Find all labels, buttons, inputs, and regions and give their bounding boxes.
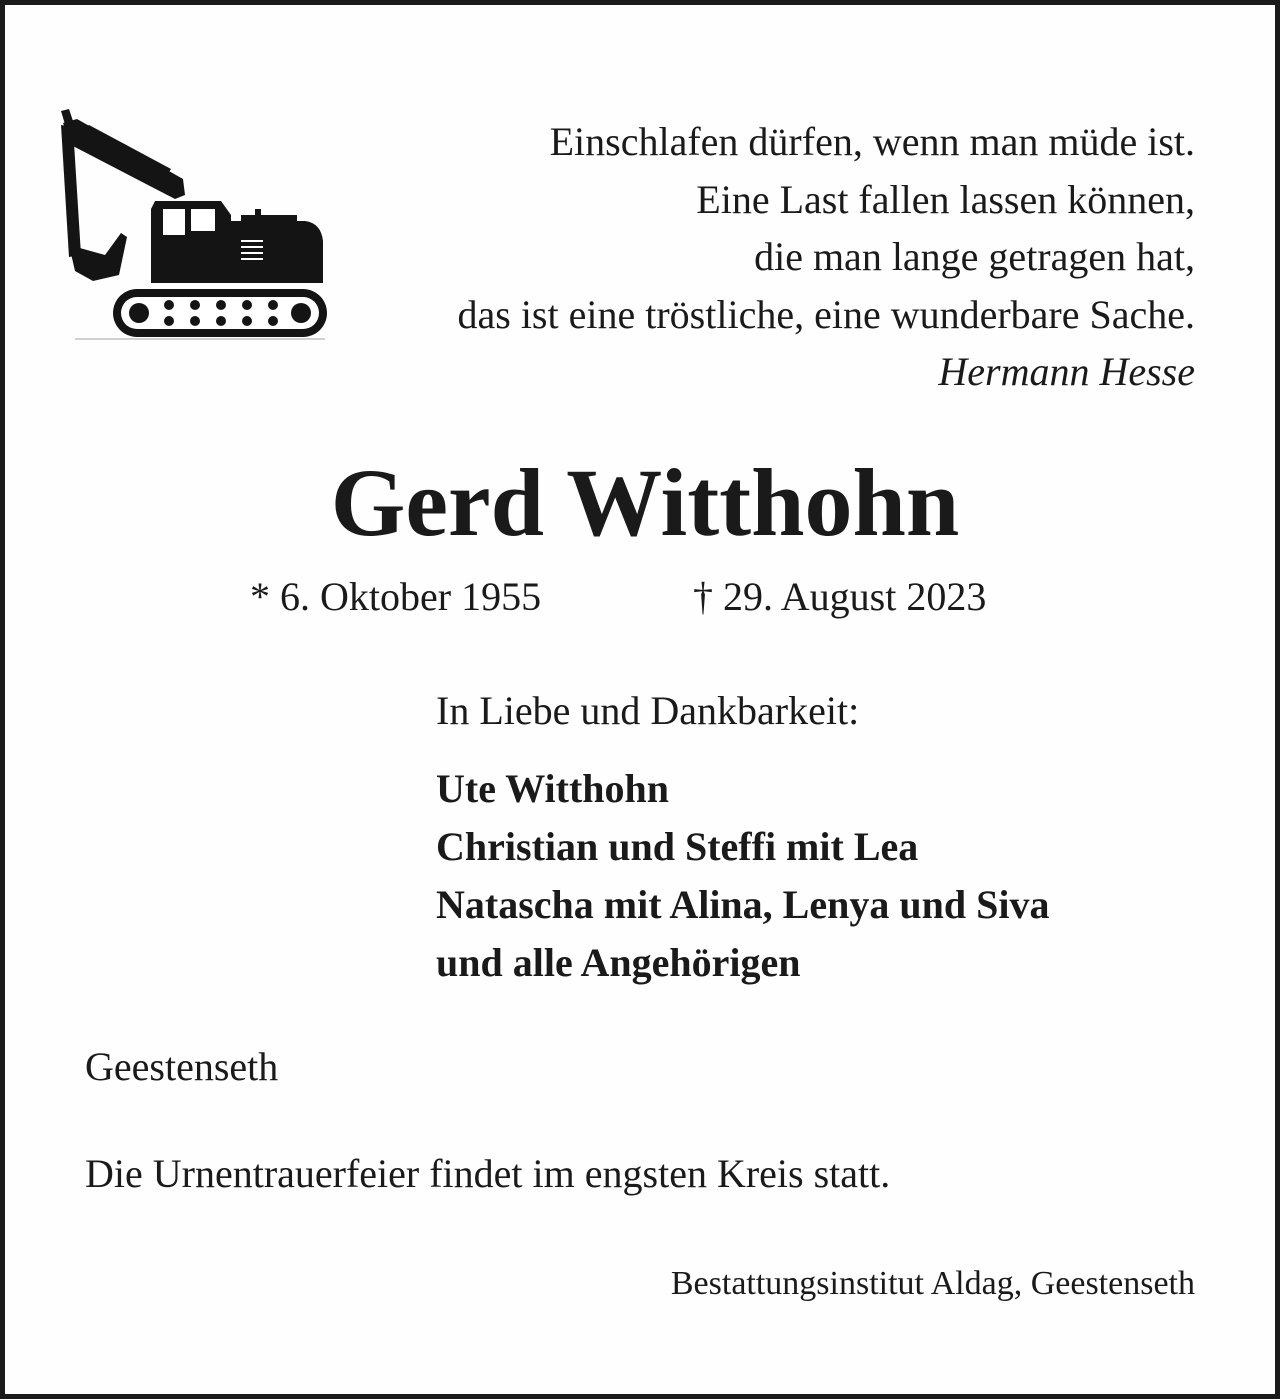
ceremony-note: Die Urnentrauerfeier findet im engsten Kreis statt.	[85, 1151, 891, 1196]
poem-line: Eine Last fallen lassen können,	[696, 176, 1195, 222]
deceased-name: Gerd Witthohn	[330, 449, 960, 556]
funeral-home: Bestattungsinstitut Aldag, Geestenseth	[670, 1265, 1195, 1302]
poem-author: Hermann Hesse	[938, 349, 1195, 394]
poem	[295, 113, 1195, 401]
excavator-icon	[55, 105, 333, 343]
mourner-name: Ute Witthohn	[436, 766, 670, 811]
place: Geestenseth	[85, 1044, 279, 1089]
death-date: † 29. August 2023	[693, 574, 987, 619]
mourner-name: und alle Angehörigen	[436, 940, 801, 985]
mourners-intro: In Liebe und Dankbarkeit:	[436, 688, 860, 733]
poem-line: Einschlafen dürfen, wenn man müde ist.	[549, 119, 1195, 164]
poem-line: die man lange getragen hat,	[754, 234, 1195, 279]
mourner-name: Christian und Steffi mit Lea	[436, 824, 919, 869]
mourner-name: Natascha mit Alina, Lenya und Siva	[436, 882, 1050, 927]
birth-date: * 6. Oktober 1955	[250, 574, 542, 619]
mourners-list	[436, 760, 1049, 992]
poem-line: das ist eine tröstliche, eine wunderbare Sache.	[457, 291, 1195, 337]
